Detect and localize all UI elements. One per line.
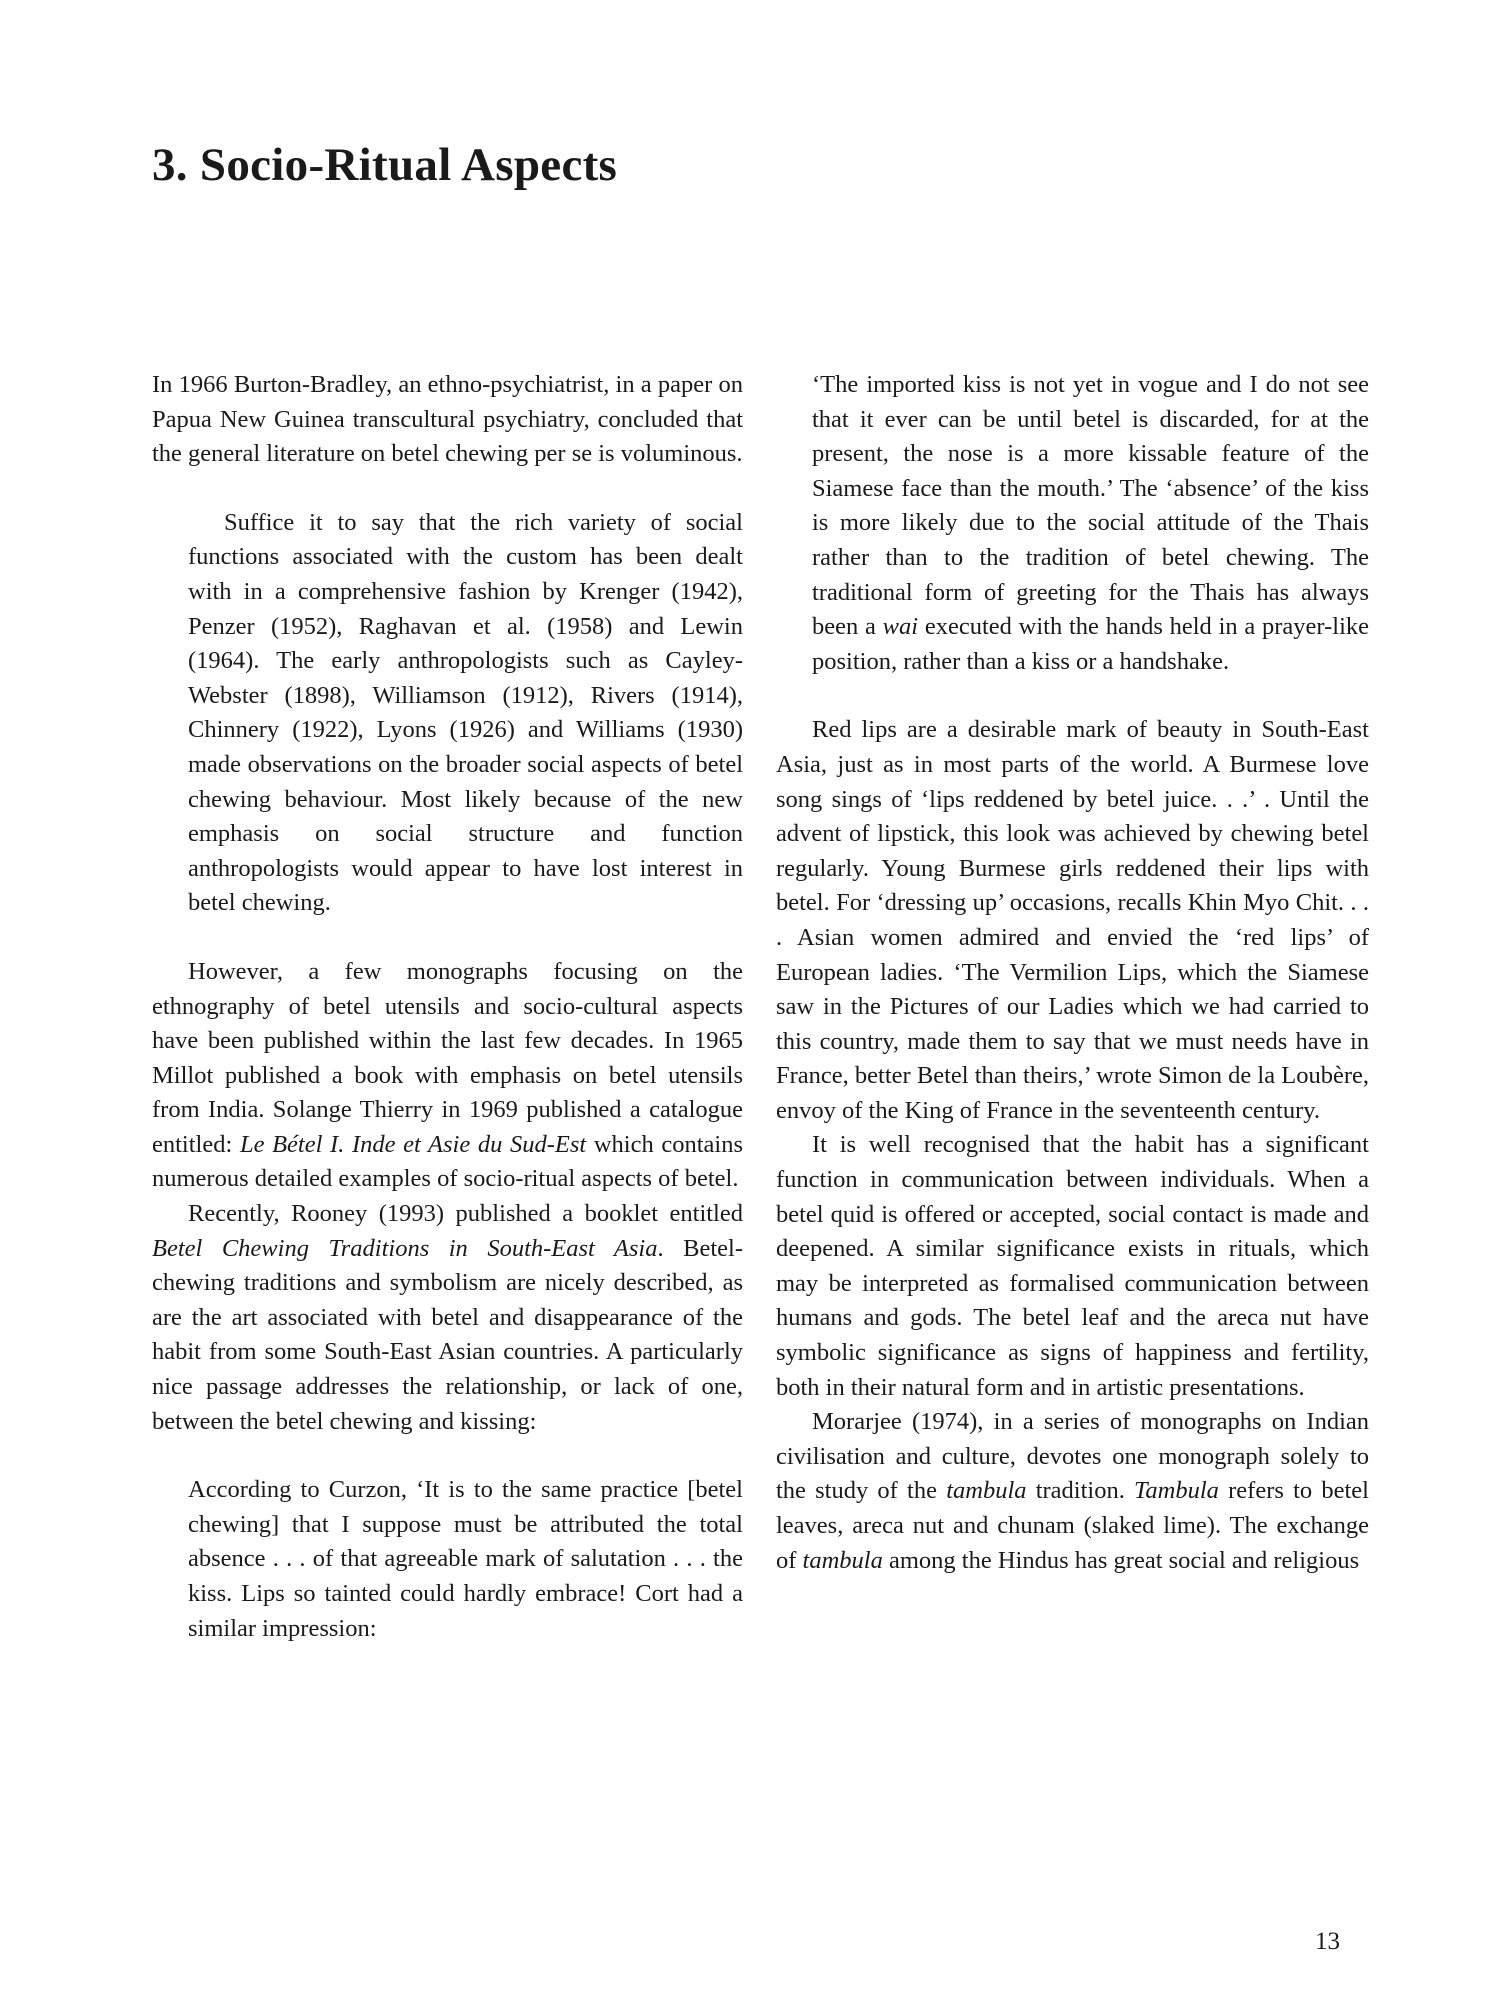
page-number: 13: [1315, 1928, 1340, 1955]
paragraph-text: among the Hindus has great social and religious: [882, 1546, 1360, 1574]
right-column: [776, 368, 1369, 1578]
italic-term: tambula: [946, 1477, 1027, 1505]
paragraph-text: which contains numerous detailed examples of socio-ritual aspects of betel.: [152, 1130, 744, 1193]
quote-text: Suffice it to say that the rich variety of social functions associated with the custom has been dealt with in a comprehensive fashion by Krenger (1942), Penzer (1952), Raghavan et al. (1958) and Lewin (1964). The early anthropologists such as Cayley-Webster (1898), Williamson (1912), Rivers (1914), Chinnery (1922), Lyons (1926) and Williams (1930) made observations on the broader social aspects of betel chewing behaviour. Most likely because of the new emphasis on social structure and function anthropologists would appear to have lost interest in betel chewing.: [188, 508, 743, 917]
paragraph-text: . Betel-chewing traditions and symbolism are nicely described, as are the art associated with betel and disappearance of the habit from some South-East Asian countries. A particularly nice passage addresses the relationship, or lack of one, between the betel chewing and kissing:: [152, 1234, 743, 1435]
book-title: Betel Chewing Traditions in South-East Asia: [152, 1234, 658, 1262]
paragraph-text: However, a few monographs focusing on the ethnography of betel utensils and socio-cultural aspects have been published within the last few decades. In 1965 Millot published a book with emphasis on betel utensils from India. Solange Thierry in 1969 published a catalogue entitled:: [152, 957, 743, 1158]
paragraph-text: refers to betel leaves, areca nut and chunam (slaked lime). The exchange of: [776, 1477, 1369, 1574]
paragraph-text: Morarjee (1974), in a series of monographs on Indian civilisation and culture, devotes one monograph solely to the study of the: [776, 1408, 1369, 1505]
italic-term: tambula: [802, 1546, 883, 1574]
paragraph-intro: In 1966 Burton-Bradley, an ethno-psychiatrist, in a paper on Papua New Guinea transcultural psychiatry, concluded that the general literature on betel chewing per se is voluminous.: [152, 371, 743, 468]
paragraph-morarjee: [776, 1405, 1369, 1578]
quote-text-part: ‘The imported kiss is not yet in vogue and I do not see that it ever can be until betel is discarded, for at the present, the nose is a more kissable feature of the Siamese face than the mouth.’ The ‘absence’ of the kiss is more likely due to the social attitude of the Thais rather than to the tradition of betel chewing. The traditional form of greeting for the Thais has always been a: [812, 371, 1369, 641]
quote-text: According to Curzon, ‘It is to the same practice [betel chewing] that I suppose must be attributed the total absence . . . of that agreeable mark of salutation . . . the kiss. Lips so tainted could hardly embrace! Cort had a similar impression:: [188, 1476, 743, 1642]
paragraph-text: tradition.: [1026, 1477, 1135, 1505]
block-quote-burton-bradley: [188, 506, 743, 921]
quote-text-part: executed with the hands held in a prayer-like position, rather than a kiss or a handshake.: [812, 613, 1370, 675]
block-quote-curzon: [188, 1473, 743, 1646]
left-column: [152, 368, 743, 1646]
paragraph-communication: It is well recognised that the habit has a significant function in communication between individuals. When a betel quid is offered or accepted, social contact is made and deepened. A similar significance exists in rituals, which may be interpreted as formalised communication between humans and gods. The betel leaf and the areca nut have symbolic significance as signs of happiness and fertility, both in their natural form and in artistic presentations.: [776, 1131, 1369, 1401]
paragraph-text: Recently, Rooney (1993) published a booklet entitled: [188, 1200, 743, 1228]
italic-term: Tambula: [1134, 1477, 1219, 1505]
chapter-title: 3. Socio-Ritual Aspects: [152, 139, 618, 191]
paragraph-red-lips: Red lips are a desirable mark of beauty in South-East Asia, just as in most parts of the world. A Burmese love song sings of ‘lips reddened by betel juice. . .’ . Until the advent of lipstick, this look was achieved by chewing betel regularly. Young Burmese girls reddened their lips with betel. For ‘dressing up’ occasions, recalls Khin Myo Chit. . . . Asian women admired and envied the ‘red lips’ of European ladies. ‘The Vermilion Lips, which the Siamese saw in the Pictures of our Ladies which we had carried to this country, made them to say that we must needs have in France, better Betel than theirs,’ wrote Simon de la Loubère, envoy of the King of France in the seventeenth century.: [776, 716, 1369, 1124]
italic-term: wai: [882, 613, 919, 641]
quote-text: [812, 368, 1369, 679]
book-title: Le Bétel I. Inde et Asie du Sud-Est: [239, 1130, 587, 1158]
paragraph-monographs: [152, 955, 743, 1197]
paragraph-rooney: [152, 1197, 743, 1439]
block-quote-continued: [812, 368, 1369, 679]
